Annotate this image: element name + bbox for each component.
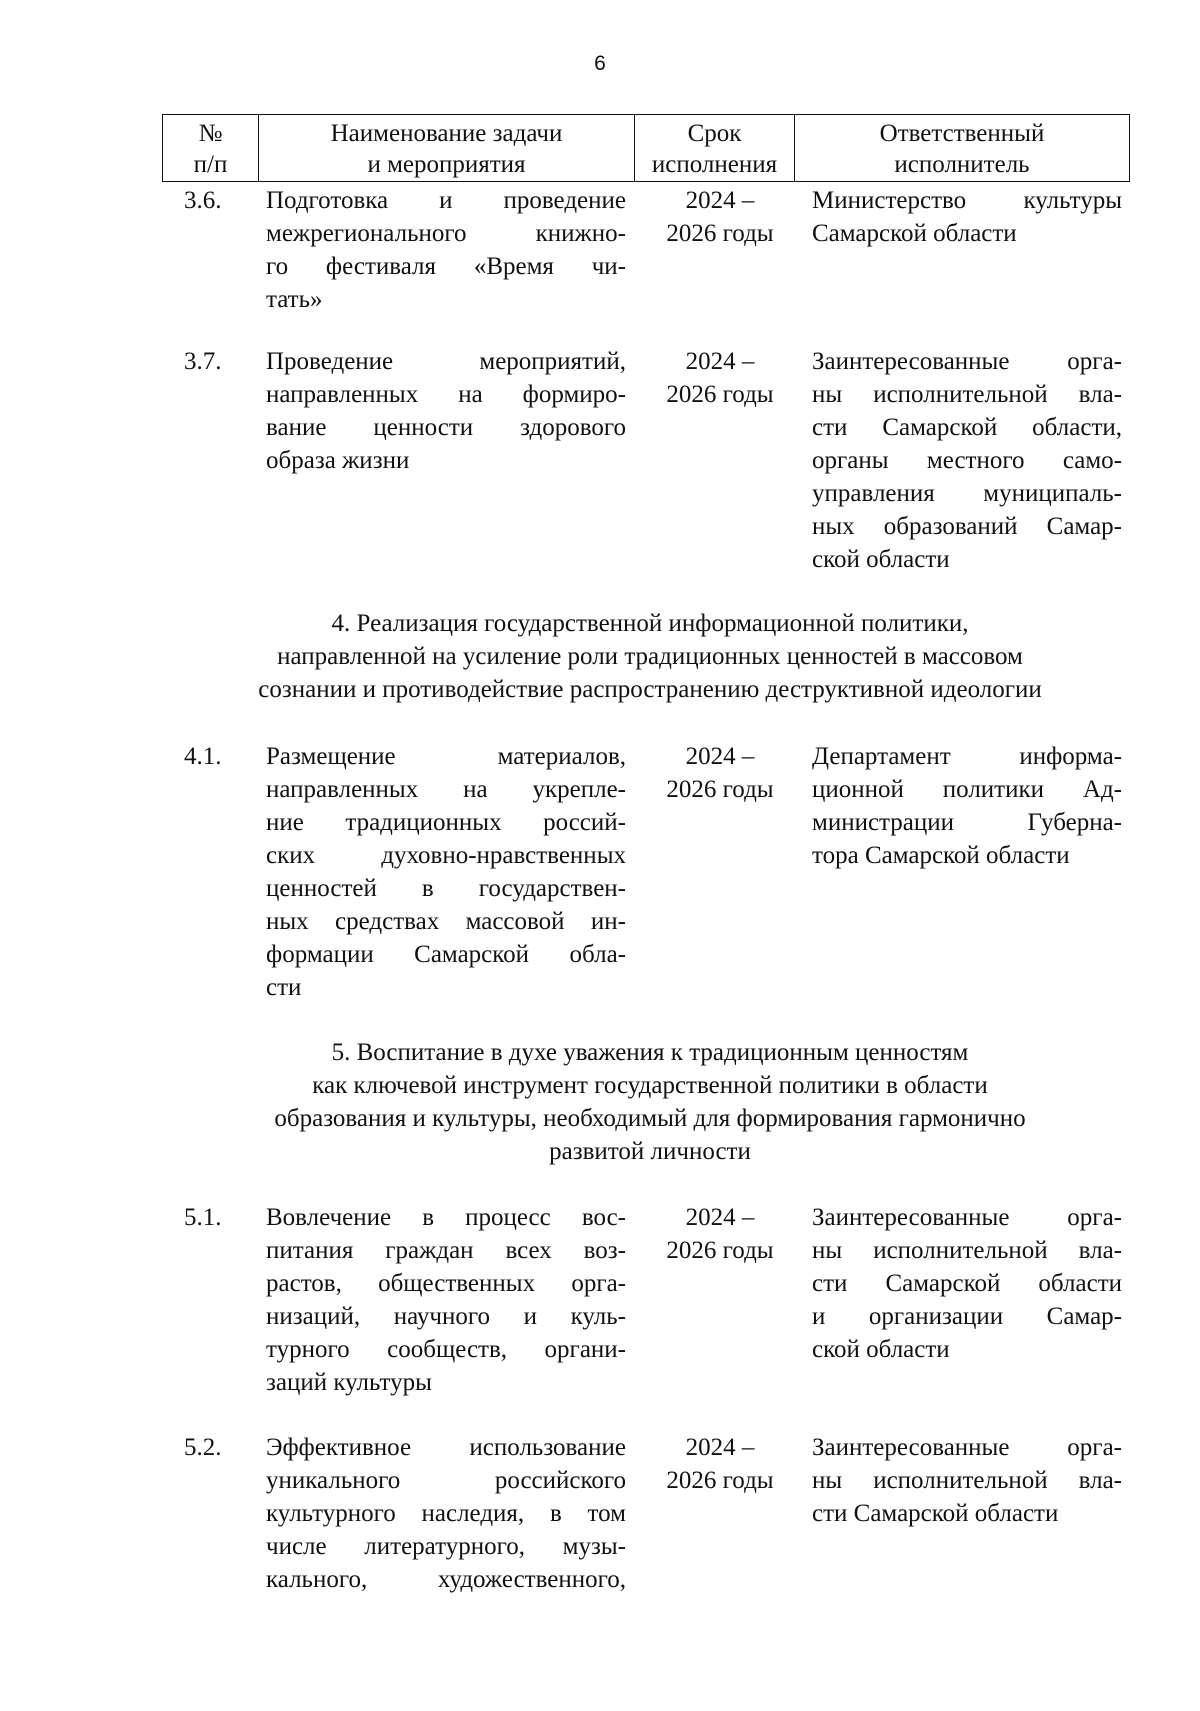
section-heading-line: развитой личности	[549, 1138, 751, 1165]
row-task-name	[266, 1201, 626, 1399]
row-responsible-line: управления муниципаль-	[812, 480, 1122, 507]
header-term-column	[635, 115, 795, 181]
row-responsible-line: ской области	[812, 546, 950, 573]
row-task-name	[266, 345, 626, 477]
row-responsible-line: тора Самарской области	[812, 842, 1070, 869]
row-task-line: Подготовка и проведение	[266, 187, 626, 214]
row-task-line: числе литературного, музы-	[266, 1533, 626, 1560]
row-responsible-line: органы местного само-	[812, 447, 1122, 474]
row-task-line: уникального российского	[266, 1467, 626, 1494]
row-term-line: 2026 годы	[666, 1237, 774, 1264]
row-term-line: 2024 –	[685, 1434, 755, 1461]
row-task-line: образа жизни	[266, 447, 410, 474]
row-task-name	[266, 1431, 626, 1596]
section-heading	[170, 607, 1130, 706]
header-term-sublabel: исполнения	[651, 151, 778, 178]
row-responsible-line: сти Самарской области,	[812, 414, 1122, 441]
header-term-label: Срок	[687, 120, 742, 147]
row-responsible-line: сти Самарской области	[812, 1270, 1122, 1297]
row-task-line: ние традиционных россий-	[266, 809, 626, 836]
row-task-line: вание ценности здорового	[266, 414, 626, 441]
row-number: 3.7.	[184, 348, 222, 375]
row-task-line: го фестиваля «Время чи-	[266, 253, 626, 280]
row-task-line: Проведение мероприятий,	[266, 348, 626, 375]
row-term-line: 2026 годы	[666, 1467, 774, 1494]
row-task-line: питания граждан всех воз-	[266, 1237, 626, 1264]
row-task-line: кального, художественного,	[266, 1566, 626, 1593]
row-responsible-line: Заинтересованные орга-	[812, 1434, 1122, 1461]
row-task-line: ных средствах массовой ин-	[266, 908, 626, 935]
row-responsible-line: ных образований Самар-	[812, 513, 1122, 540]
row-task-line: сти	[266, 974, 302, 1001]
row-task-line: турного сообществ, органи-	[266, 1336, 626, 1363]
row-term	[650, 345, 790, 411]
row-term	[650, 740, 790, 806]
row-task-line: Эффективное использование	[266, 1434, 626, 1461]
row-number: 5.2.	[184, 1434, 222, 1461]
header-responsible-sublabel: исполнитель	[894, 151, 1030, 178]
header-responsible-label: Ответственный	[879, 120, 1045, 147]
row-responsible-line: Заинтересованные орга-	[812, 348, 1122, 375]
row-responsible-line: ны исполнительной вла-	[812, 381, 1122, 408]
row-responsible	[812, 1201, 1122, 1366]
row-task-line: тать»	[266, 286, 323, 313]
row-responsible-line: ционной политики Ад-	[812, 776, 1122, 803]
row-task-line: культурного наследия, в том	[266, 1500, 626, 1527]
row-term-line: 2026 годы	[666, 381, 774, 408]
row-term-line: 2026 годы	[666, 220, 774, 247]
row-term-line: 2024 –	[685, 743, 755, 770]
row-responsible	[812, 345, 1122, 576]
row-responsible	[812, 184, 1122, 250]
row-responsible-line: ны исполнительной вла-	[812, 1237, 1122, 1264]
row-responsible-line: сти Самарской области	[812, 1500, 1059, 1527]
row-task-line: направленных на формиро-	[266, 381, 626, 408]
row-term	[650, 1431, 790, 1497]
section-heading-line: как ключевой инструмент государственной политики в области	[312, 1072, 988, 1099]
row-term-line: 2026 годы	[666, 776, 774, 803]
row-term	[650, 184, 790, 250]
header-responsible-column	[795, 115, 1129, 181]
row-responsible-line: Заинтересованные орга-	[812, 1204, 1122, 1231]
row-term-line: 2024 –	[685, 1204, 755, 1231]
row-task-line: ценностей в государствен-	[266, 875, 626, 902]
row-responsible-line: Департамент информа-	[812, 743, 1122, 770]
header-name-sublabel: и мероприятия	[367, 151, 526, 178]
row-responsible-line: Министерство культуры	[812, 187, 1122, 214]
row-number: 3.6.	[184, 187, 222, 214]
section-heading-line: 4. Реализация государственной информационной политики,	[331, 610, 969, 637]
table-header	[162, 114, 1130, 182]
section-heading-line: направленной на усиление роли традиционных ценностей в массовом	[277, 643, 1023, 670]
row-responsible	[812, 740, 1122, 872]
row-task-name	[266, 184, 626, 316]
row-task-line: Размещение материалов,	[266, 743, 626, 770]
row-responsible	[812, 1431, 1122, 1530]
page-number: 6	[594, 52, 606, 75]
header-number-column	[163, 115, 259, 181]
row-task-line: формации Самарской обла-	[266, 941, 626, 968]
row-task-line: заций культуры	[266, 1369, 432, 1396]
row-term-line: 2024 –	[685, 348, 755, 375]
header-number-label: №	[198, 120, 223, 147]
row-responsible-line: Самарской области	[812, 220, 1017, 247]
row-term-line: 2024 –	[685, 187, 755, 214]
row-task-line: Вовлечение в процесс вос-	[266, 1204, 626, 1231]
row-task-line: растов, общественных орга-	[266, 1270, 626, 1297]
section-heading-line: образования и культуры, необходимый для формирования гармонично	[274, 1105, 1026, 1132]
header-number-sublabel: п/п	[193, 151, 228, 178]
section-heading-line: сознании и противодействие распространению деструктивной идеологии	[258, 676, 1042, 703]
row-task-name	[266, 740, 626, 1004]
section-heading	[170, 1036, 1130, 1168]
row-number: 4.1.	[184, 743, 222, 770]
row-task-line: межрегионального книжно-	[266, 220, 626, 247]
row-number: 5.1.	[184, 1204, 222, 1231]
header-name-label: Наименование задачи	[330, 120, 563, 147]
row-term	[650, 1201, 790, 1267]
section-heading-line: 5. Воспитание в духе уважения к традиционным ценностям	[331, 1039, 969, 1066]
row-responsible-line: министрации Губерна-	[812, 809, 1122, 836]
row-responsible-line: ны исполнительной вла-	[812, 1467, 1122, 1494]
row-task-line: направленных на укрепле-	[266, 776, 626, 803]
row-responsible-line: и организации Самар-	[812, 1303, 1122, 1330]
header-name-column	[259, 115, 635, 181]
row-responsible-line: ской области	[812, 1336, 950, 1363]
row-task-line: низаций, научного и куль-	[266, 1303, 626, 1330]
row-task-line: ских духовно-нравственных	[266, 842, 626, 869]
